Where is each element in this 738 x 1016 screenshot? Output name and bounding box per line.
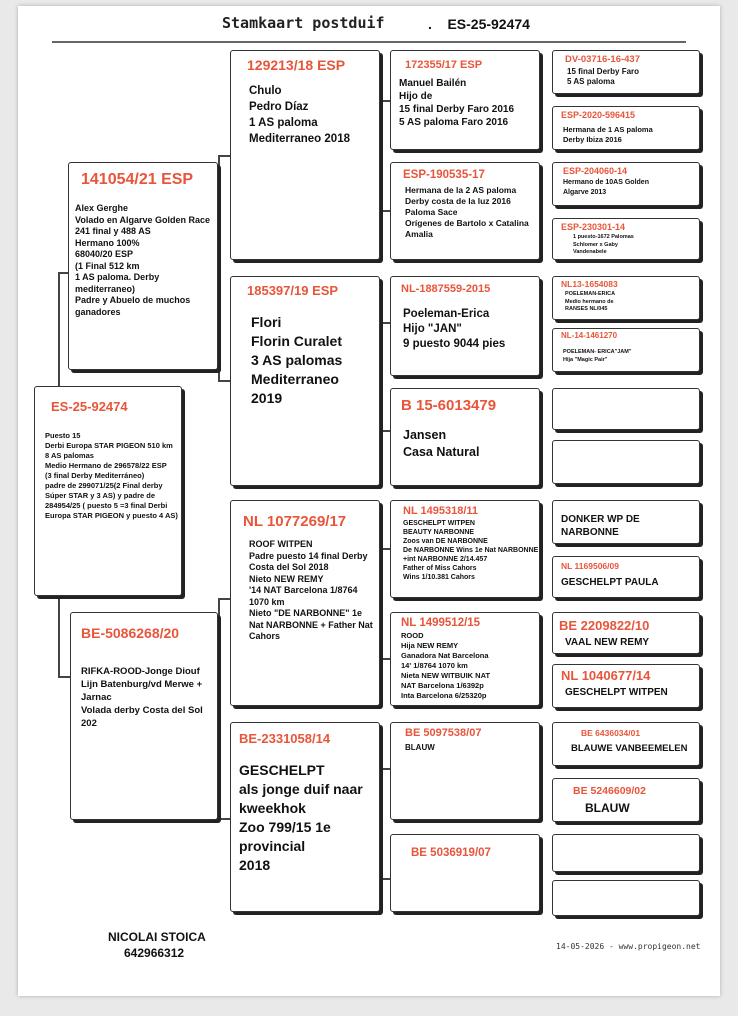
pigeon-notes: RIFKA-ROOD-Jonge Diouf Lijn Batenburg/vd Merwe + Jarnac Volada derby Costa del Sol 202 [81,666,203,729]
connector-line [380,210,390,212]
ring-number: NL-1887559-2015 [401,283,491,295]
connector-line [540,630,542,685]
ring-number: NL 1077269/17 [243,513,347,530]
pigeon-notes: VAAL NEW REMY [565,637,650,648]
ring-number: ESP-204060-14 [563,166,628,176]
pigeon-notes: BLAUW [585,801,630,815]
ring-number: NL-14-1461270 [561,331,618,340]
pigeon-notes: Jansen Casa Natural [403,428,480,459]
pigeon-notes: Chulo Pedro Díaz 1 AS paloma Mediterraneo 2018 [249,85,350,145]
pigeon-notes: POELEMAN- ERICA"JAM" Hija "Magic Pair" [563,349,632,363]
ancestor-card [552,218,700,260]
ring-number: ESP-190535-17 [403,169,485,181]
title-underline [52,41,686,43]
connector-line [540,295,542,350]
ancestor-card [552,556,700,598]
ring-number: ESP-2020-596415 [561,110,636,120]
grandparent-card [230,500,380,706]
pigeon-notes: Puesto 15 Derbi Europa STAR PIGEON 510 km 8 AS palomas Medio Hermano de 296578/22 ESP (3 final Derby Mediterráneo) padre de 299071/25(2 Final derby Súper STAR y 3 AS) y padre de 284954/25 ( puesto 5 =3 final Derbi Europa STAR PIGEON y puesto 4 AS) [45,431,178,520]
pigeon-notes: GESCHELPT WITPEN BEAUTY NARBONNE Zoos van DE NARBONNE De NARBONNE Wins 1e Nat NARBONNE +int NARBONNE 2/14.457 Father of Miss Cahors Wins 1/10.381 Cahors [403,520,539,581]
connector-line [540,522,542,580]
ring-number: NL 1040677/14 [561,668,651,683]
ring-number: 185397/19 ESP [247,283,339,298]
great-grandparent-card [390,834,540,912]
ancestor-card [552,50,700,94]
connector-line [540,70,542,128]
pigeon-notes: GESCHELPT WITPEN [565,687,668,698]
connector-line [58,596,60,676]
grandparent-card [230,276,380,486]
great-grandparent-card [390,612,540,706]
ring-number: NL 1495318/11 [403,505,479,517]
ring-number: B 15-6013479 [401,397,497,414]
ancestor-card [552,162,700,206]
great-grandparent-card [390,388,540,486]
connector-line [380,548,390,550]
subject-card [34,386,182,596]
ancestor-card [552,664,700,708]
dam-card [70,612,218,820]
title-separator: . [428,16,432,32]
connector-line [380,658,390,660]
connector-line [218,598,230,600]
pigeon-notes: POELEMAN-ERICA Medio hermano de RANSES NL/045 [565,291,616,312]
connector-line [380,322,390,324]
connector-line [218,155,230,157]
great-grandparent-card [390,276,540,376]
connector-line [540,408,542,460]
breeder-name: NICOLAI STOICA [108,930,206,944]
ring-number: NL 1169506/09 [561,561,619,571]
title-ring-number [428,16,530,32]
ring-number: ESP-230301-14 [561,222,626,232]
pigeon-notes: 1 puesto-1672 Palomas Schlomer x Gaby Vandenabele [573,234,634,255]
ancestor-card [552,722,700,766]
ring-number: BE 5036919/07 [411,847,491,859]
pigeon-notes: ROOF WITPEN Padre puesto 14 final Derby Costa del Sol 2018 Nieto NEW REMY '14 NAT Barcelona 1/8764 1070 km Nieto "DE NARBONNE" 1e Nat NARBONNE + Father Nat Cahors [249,539,373,641]
connector-line [540,185,542,243]
ring-number: BE 2209822/10 [559,618,650,633]
ancestor-card [552,612,700,654]
ancestor-card [552,440,700,484]
ring-number: BE 6436034/01 [581,728,641,738]
connector-line [380,548,382,658]
connector-line [540,742,542,797]
connector-line [380,878,390,880]
ring-number: 141054/21 ESP [81,171,194,188]
connector-line [218,155,220,380]
great-grandparent-card [390,162,540,260]
connector-line [380,322,382,430]
pigeon-notes: GESCHELPT PAULA [561,577,659,588]
pigeon-notes: ROOD Hija NEW REMY Ganadora Nat Barcelona 14' 1/8764 1070 km Nieta NEW WITBUIK NAT NAT Barcelona 1/6392p Inta Barcelona 6/25320p [401,631,491,700]
connector-line [218,380,230,382]
pigeon-notes: Flori Florin Curalet 3 AS palomas Mediterraneo 2019 [251,314,343,406]
grandparent-card [230,722,380,912]
great-grandparent-card [390,50,540,150]
ring-number: NL13-1654083 [561,279,618,289]
connector-line [380,100,390,102]
connector-line [380,768,382,878]
pigeon-notes: 15 final Derby Faro 5 AS paloma [567,67,640,86]
connector-line [218,818,230,820]
ring-number: 129213/18 ESP [247,57,346,73]
great-grandparent-card [390,722,540,820]
pigeon-notes: Manuel Bailén Hijo de 15 final Derby Faro 2016 5 AS paloma Faro 2016 [399,78,515,128]
great-grandparent-card [390,500,540,598]
connector-line [380,430,390,432]
connector-line [380,100,382,210]
ancestor-card [552,778,700,822]
sire-card [68,162,218,370]
ancestor-card [552,328,700,372]
connector-line [58,676,70,678]
ring-number: NL 1499512/15 [401,617,481,629]
ring-number: 172355/17 ESP [405,59,483,71]
ring-number: DV-03716-16-437 [565,54,640,65]
pigeon-notes: Alex Gerghe Volado en Algarve Golden Race 241 final y 488 AS Hermano 100% 68040/20 ESP (1 Final 512 km 1 AS paloma. Derby mediterraneo) Padre y Abuelo de muchos ganadores [75,203,211,317]
pigeon-notes: Poeleman-Erica Hijo "JAN" 9 puesto 9044 pies [403,308,506,350]
ancestor-card [552,834,700,872]
pigeon-notes: Hermana de 1 AS paloma Derby Ibiza 2016 [563,125,653,144]
ring-number: BE-5086268/20 [81,625,180,641]
ancestor-card [552,880,700,916]
ring-number: BE 5246609/02 [573,785,646,797]
ring-number: BE 5097538/07 [405,727,482,739]
ring-number: BE-2331058/14 [239,731,331,746]
pigeon-notes: BLAUWE VANBEEMELEN [571,743,688,754]
grandparent-card [230,50,380,260]
ancestor-card [552,276,700,320]
connector-line [58,272,68,274]
connector-line [540,852,542,902]
pigeon-notes: DONKER WP DE NARBONNE [561,514,640,538]
title-ring: ES-25-92474 [447,16,530,32]
pigeon-notes: GESCHELPT als jonge duif naar kweekhok Zoo 799/15 1e provincial 2018 [239,762,363,873]
pigeon-notes: Hermana de la 2 AS paloma Derby costa de la luz 2016 Paloma Sace Orígenes de Bartolo x Catalina Amalia [405,185,529,239]
pigeon-notes: BLAUW [405,743,435,752]
breeder-phone: 642966312 [124,946,185,960]
connector-line [380,768,390,770]
connector-line [58,272,60,392]
page-title: Stamkaart postduif [222,14,385,32]
ancestor-card [552,500,700,544]
ancestor-card [552,106,700,150]
ancestor-card [552,388,700,430]
pigeon-notes: Hermano de 10AS Golden Algarve 2013 [563,179,649,196]
footer-credit: 14-05-2026 - www.propigeon.net [556,942,701,951]
ring-number: ES-25-92474 [51,399,128,414]
breeder-info [108,929,206,961]
connector-line [218,598,220,818]
